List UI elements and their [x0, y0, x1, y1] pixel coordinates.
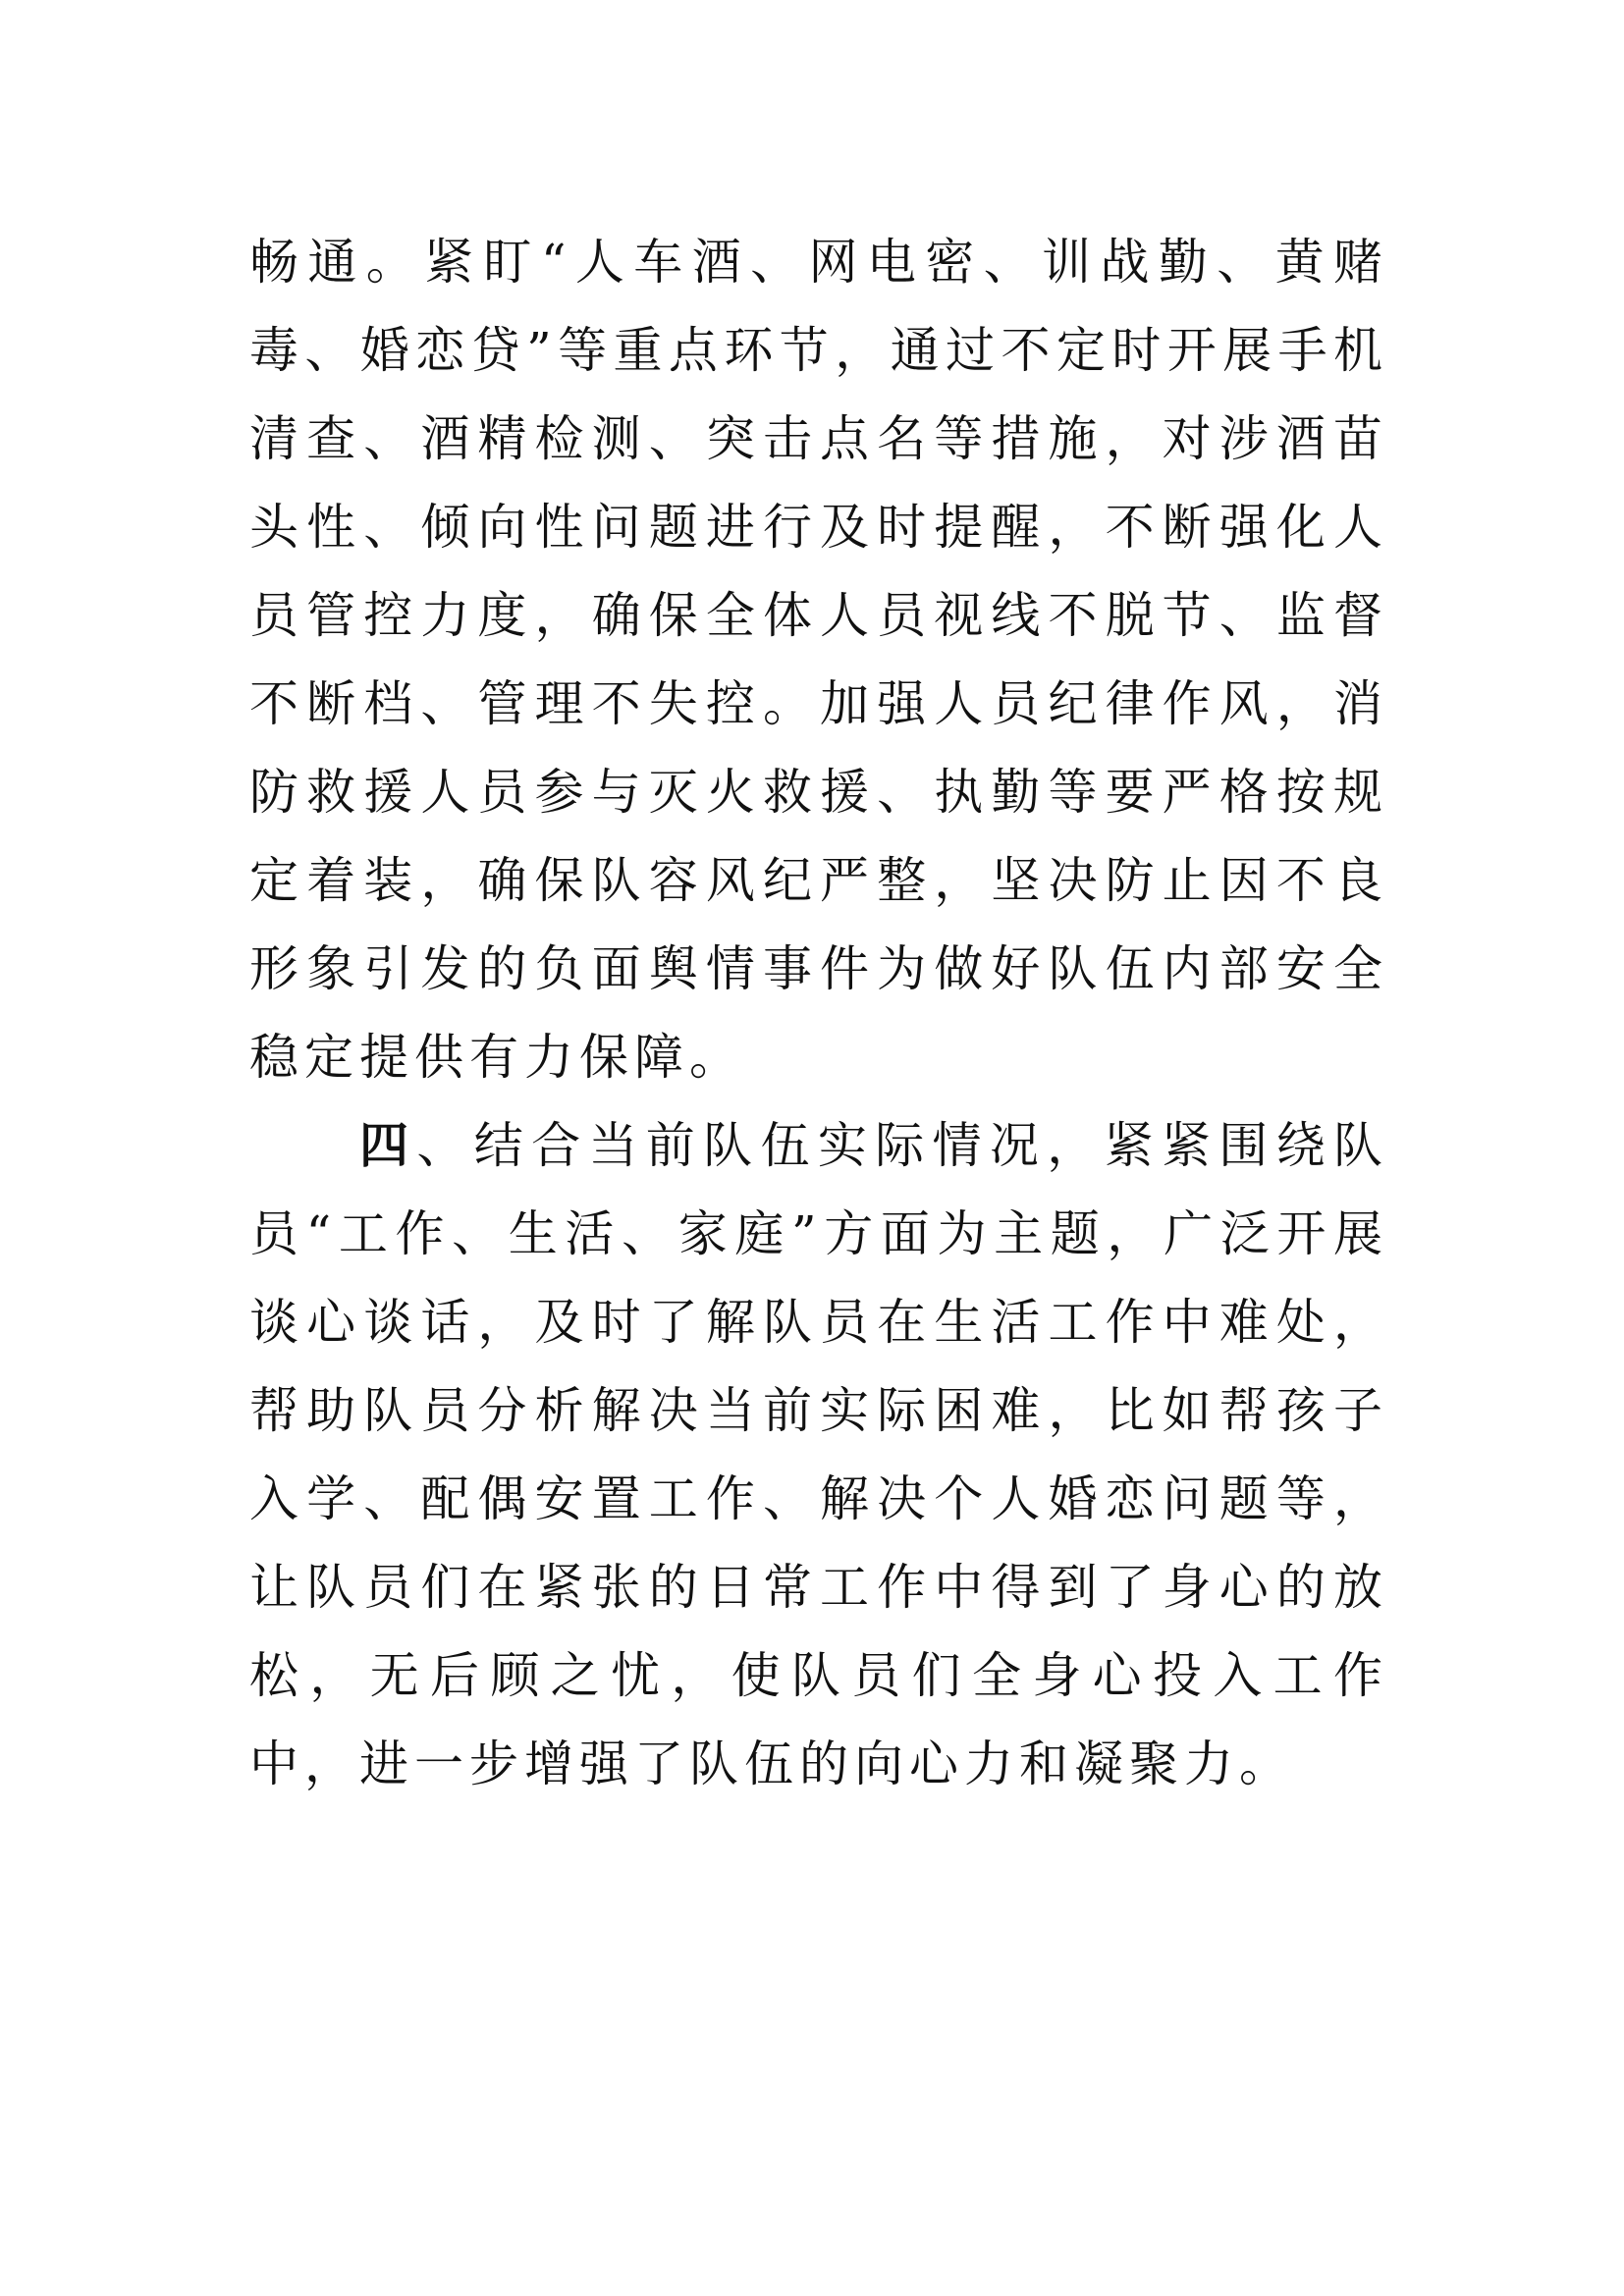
document-body	[249, 218, 1388, 1808]
paragraph-continuation: 畅通。紧盯“人车酒、网电密、训战勤、黄赌毒、婚恋贷”等重点环节，通过不定时开展手机清查、酒精检测、突击点名等措施，对涉酒苗头性、倾向性问题进行及时提醒，不断强化人员管控力度，确保全体人员视线不脱节、监督不断档、管理不失控。加强人员纪律作风，消防救援人员参与灭火救援、执勤等要严格按规定着装，确保队容风纪严整，坚决防止因不良形象引发的负面舆情事件为做好队伍内部安全稳定提供有力保障。	[249, 234, 1388, 1086]
paragraph-section-four	[249, 1101, 1388, 1808]
section-four-text: 、结合当前队伍实际情况，紧紧围绕队员“工作、生活、家庭”方面为主题，广泛开展谈心谈话，及时了解队员在生活工作中难处，帮助队员分析解决当前实际困难，比如帮孩子入学、配偶安置工作、解决个人婚恋问题等，让队员们在紧张的日常工作中得到了身心的放松，无后顾之忧，使队员们全身心投入工作中，进一步增强了队伍的向心力和凝聚力。	[249, 1117, 1389, 1792]
section-number: 四	[359, 1116, 417, 1174]
